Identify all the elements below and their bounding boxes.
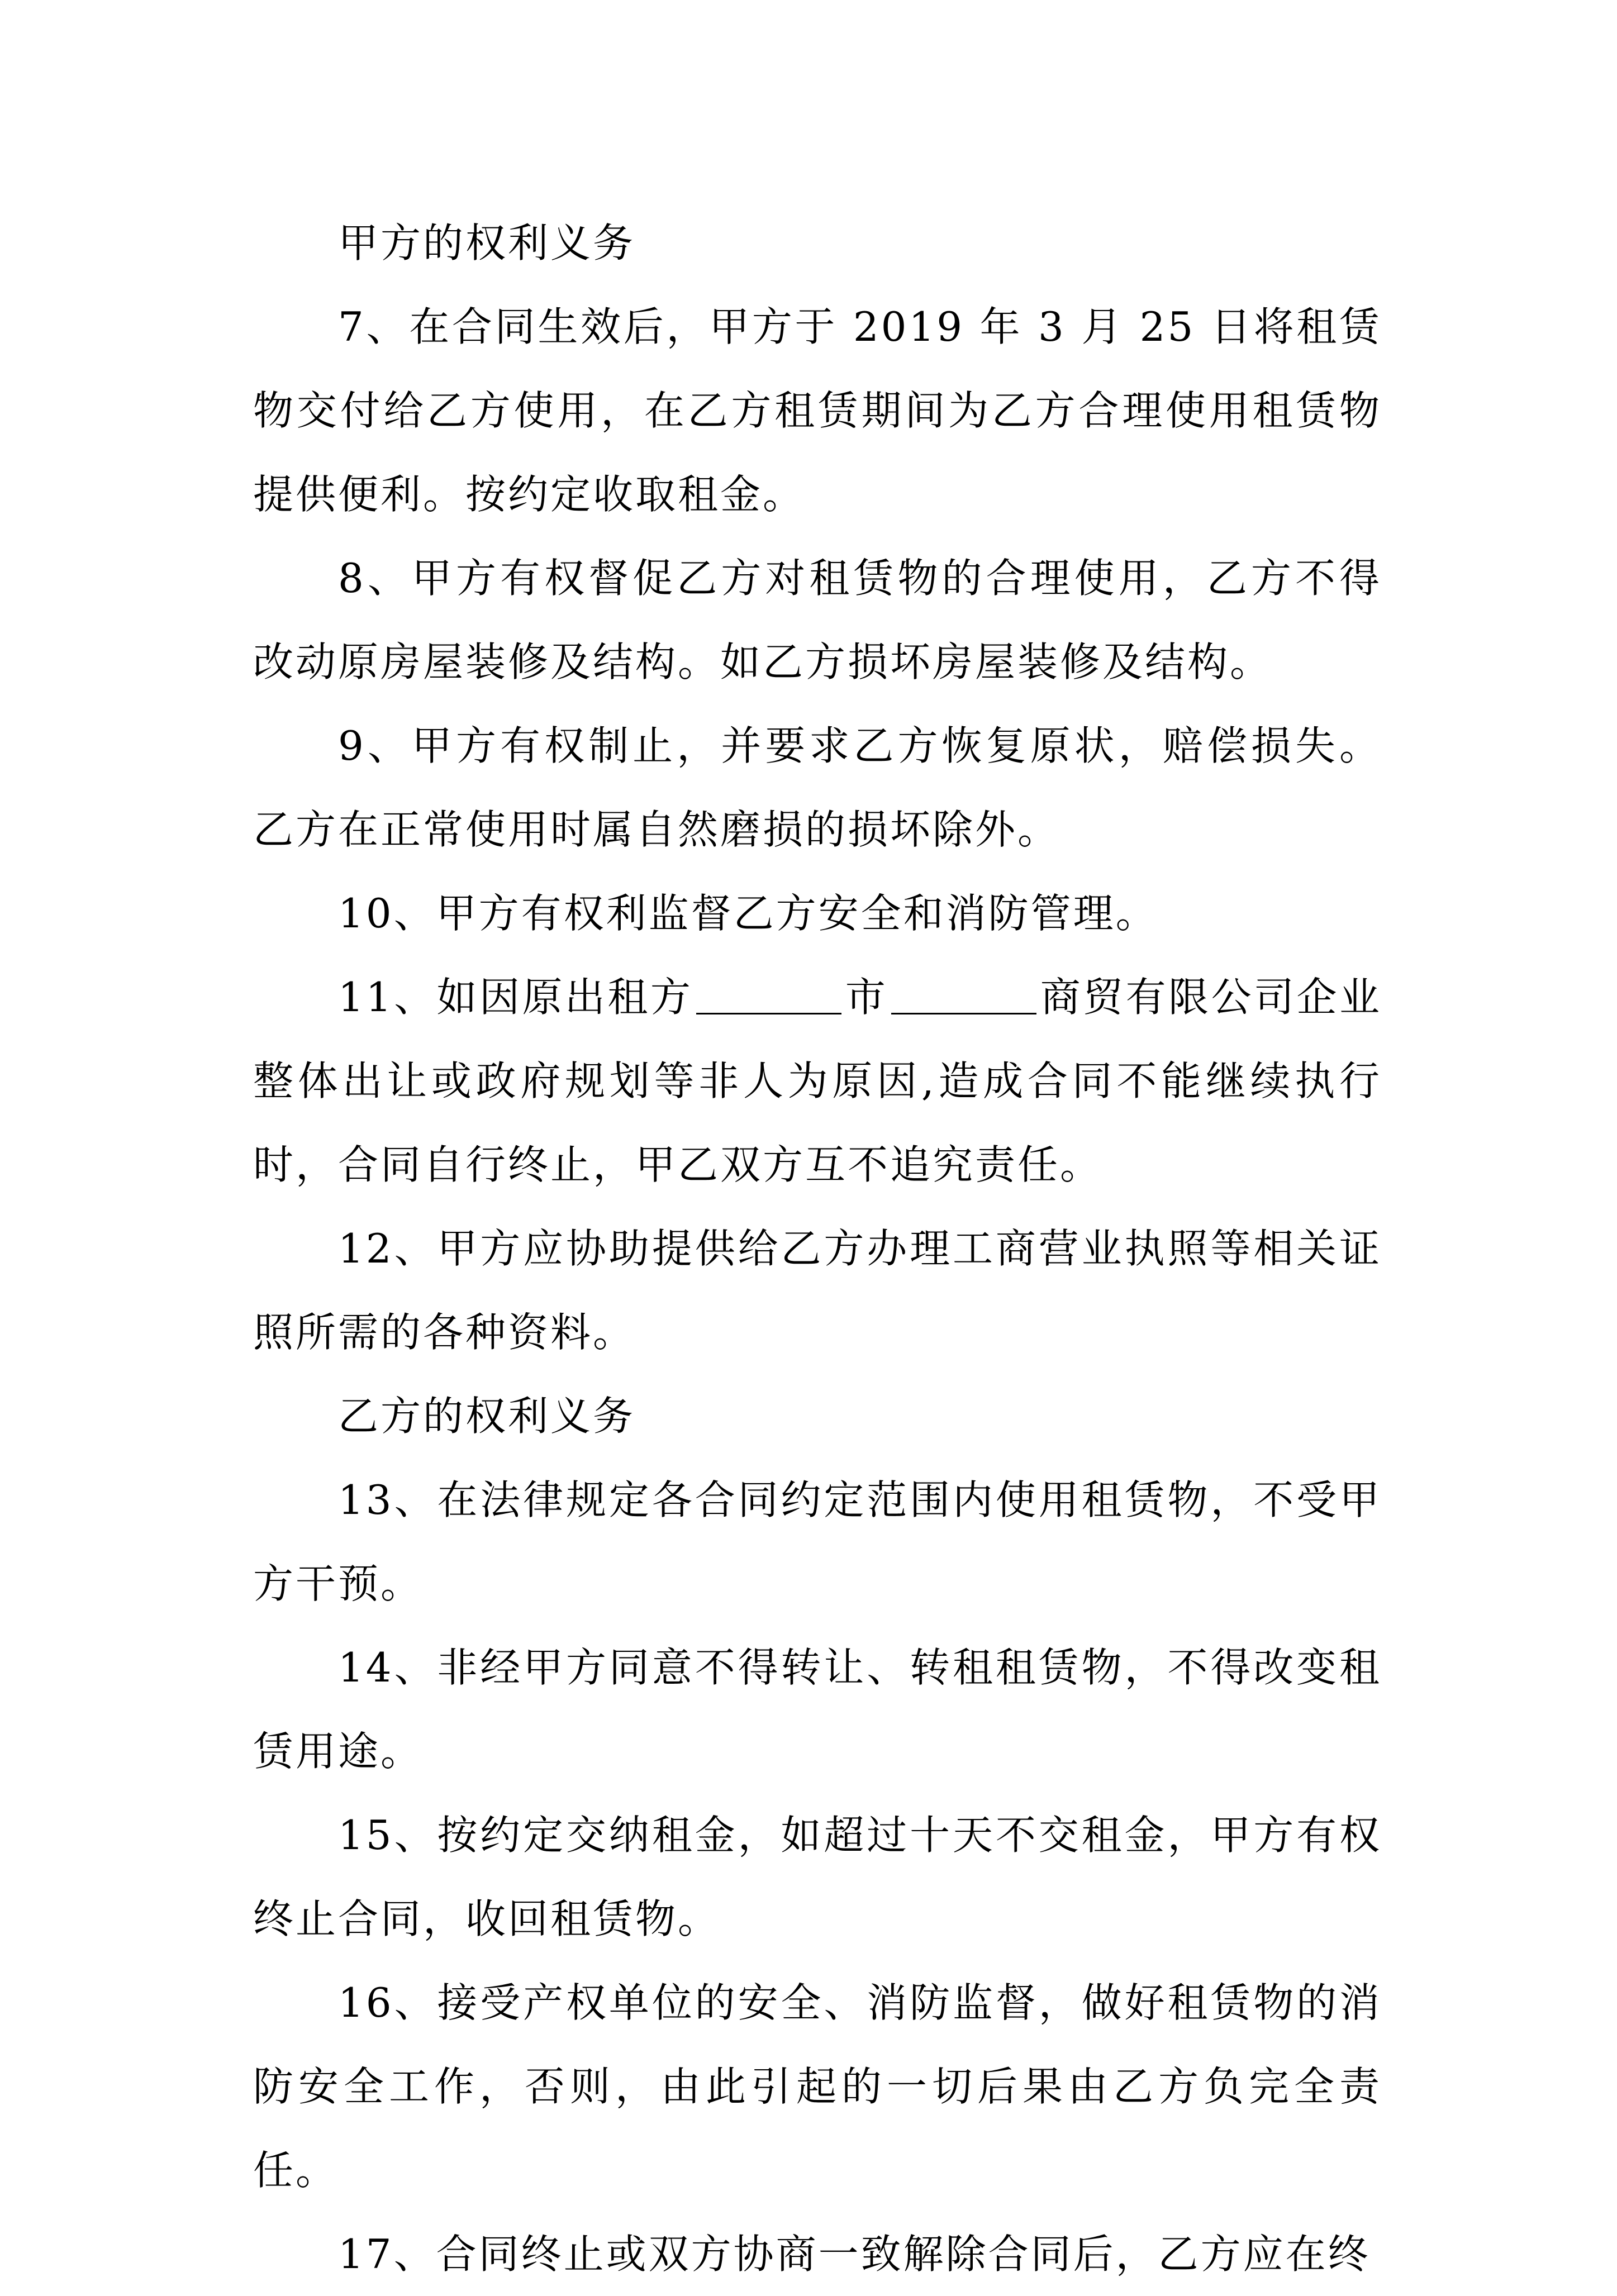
company-name-blank-field [891,979,1036,1014]
clause-8: 8、甲方有权督促乙方对租赁物的合理使用，乙方不得改动原房屋装修及结构。如乙方损坏房屋装修及结构。 [253,555,1382,685]
section-heading-party-b-rights: 乙方的权利义务 [338,1393,636,1440]
clause-11-city-label: 市 [845,974,888,1021]
section-heading-party-a-rights: 甲方的权利义务 [338,220,636,266]
clause-7: 7、在合同生效后，甲方于 2019 年 3 月 25 日将租赁物交付给乙方使用，在乙方租赁期间为乙方合理使用租赁物提供便利。按约定收取租金。 [253,303,1382,518]
clause-11-lead: 11、如因原出租方 [338,974,693,1021]
clause-15: 15、按约定交纳租金，如超过十天不交租金，甲方有权终止合同，收回租赁物。 [253,1812,1382,1942]
document-body [253,201,1382,2296]
clause-10: 10、甲方有权利监督乙方安全和消防管理。 [338,890,1158,937]
clause-11 [253,955,1382,1207]
clause-12: 12、甲方应协助提供给乙方办理工商营业执照等相关证照所需的各种资料。 [253,1225,1382,1356]
clause-13: 13、在法律规定各合同约定范围内使用租赁物，不受甲方干预。 [253,1476,1382,1607]
clause-16: 16、接受产权单位的安全、消防监督，做好租赁物的消防安全工作，否则，由此引起的一切后果由乙方负完全责任。 [253,1979,1382,2194]
clause-11-rest: 商贸有限公司企业整体出让或政府规划等非人为原因,造成合同不能继续执行时，合同自行终止，甲乙双方互不追究责任。 [253,974,1382,1188]
clause-9: 9、甲方有权制止，并要求乙方恢复原状，赔偿损失。乙方在正常使用时属自然磨损的损坏除外。 [253,722,1382,853]
clause-14: 14、非经甲方同意不得转让、转租租赁物，不得改变租赁用途。 [253,1644,1382,1775]
clause-17: 17、合同终止或双方协商一致解除合同后，乙方应在终 [338,2231,1371,2278]
city-blank-field [696,979,841,1014]
